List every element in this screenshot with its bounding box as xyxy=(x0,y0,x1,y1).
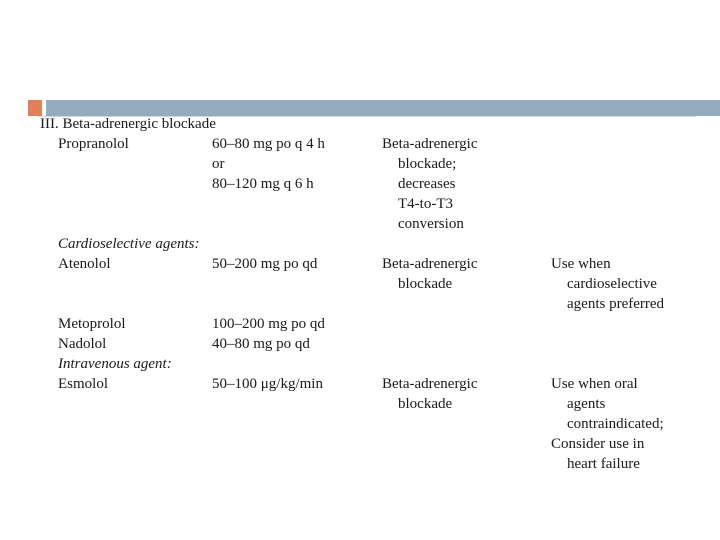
note-line: contraindicated; xyxy=(567,416,664,432)
drug-name-nadolol: Nadolol xyxy=(58,336,107,352)
effect-atenolol xyxy=(382,254,542,294)
note-line: Use when oral xyxy=(551,376,638,392)
effect-line: Beta-adrenergic xyxy=(382,376,478,392)
effect-esmolol xyxy=(382,374,542,414)
effect-line: blockade xyxy=(398,396,453,412)
effect-propranolol xyxy=(382,134,542,234)
dose-nadolol xyxy=(212,334,372,354)
effect-line: Beta-adrenergic xyxy=(382,256,478,272)
group-label-cardioselective: Cardioselective agents: xyxy=(58,236,200,252)
dose-line: 50–100 μg/kg/min xyxy=(212,376,323,392)
dose-line: 50–200 mg po qd xyxy=(212,256,318,272)
dose-esmolol xyxy=(212,374,372,394)
drug-name-propranolol: Propranolol xyxy=(58,136,129,152)
note-atenolol xyxy=(551,254,701,314)
dose-propranolol xyxy=(212,134,372,194)
effect-line: T4-to-T3 xyxy=(398,196,453,212)
note-esmolol xyxy=(551,374,701,474)
effect-line: Beta-adrenergic xyxy=(382,136,478,152)
dose-atenolol xyxy=(212,254,372,274)
note-line: agents xyxy=(567,396,606,412)
dose-line: 40–80 mg po qd xyxy=(212,336,310,352)
effect-line: blockade xyxy=(398,276,453,292)
note-line: agents preferred xyxy=(567,296,665,312)
dose-metoprolol xyxy=(212,314,372,334)
section-title: III. Beta-adrenergic blockade xyxy=(40,116,216,132)
dose-line: 60–80 mg po q 4 h xyxy=(212,136,325,152)
drug-name-esmolol: Esmolol xyxy=(58,376,109,392)
note-line: cardioselective xyxy=(567,276,657,292)
note-line: Use when xyxy=(551,256,611,272)
note-line: heart failure xyxy=(567,456,640,472)
drug-name-metoprolol: Metoprolol xyxy=(58,316,126,332)
effect-line: blockade; xyxy=(398,156,457,172)
group-label-intravenous: Intravenous agent: xyxy=(58,356,172,372)
note-line: Consider use in xyxy=(551,436,645,452)
effect-line: conversion xyxy=(398,216,464,232)
dose-line: or xyxy=(212,156,225,172)
dose-line: 80–120 mg q 6 h xyxy=(212,176,314,192)
dose-line: 100–200 mg po qd xyxy=(212,316,325,332)
drug-name-atenolol: Atenolol xyxy=(58,256,111,272)
effect-line: decreases xyxy=(398,176,456,192)
